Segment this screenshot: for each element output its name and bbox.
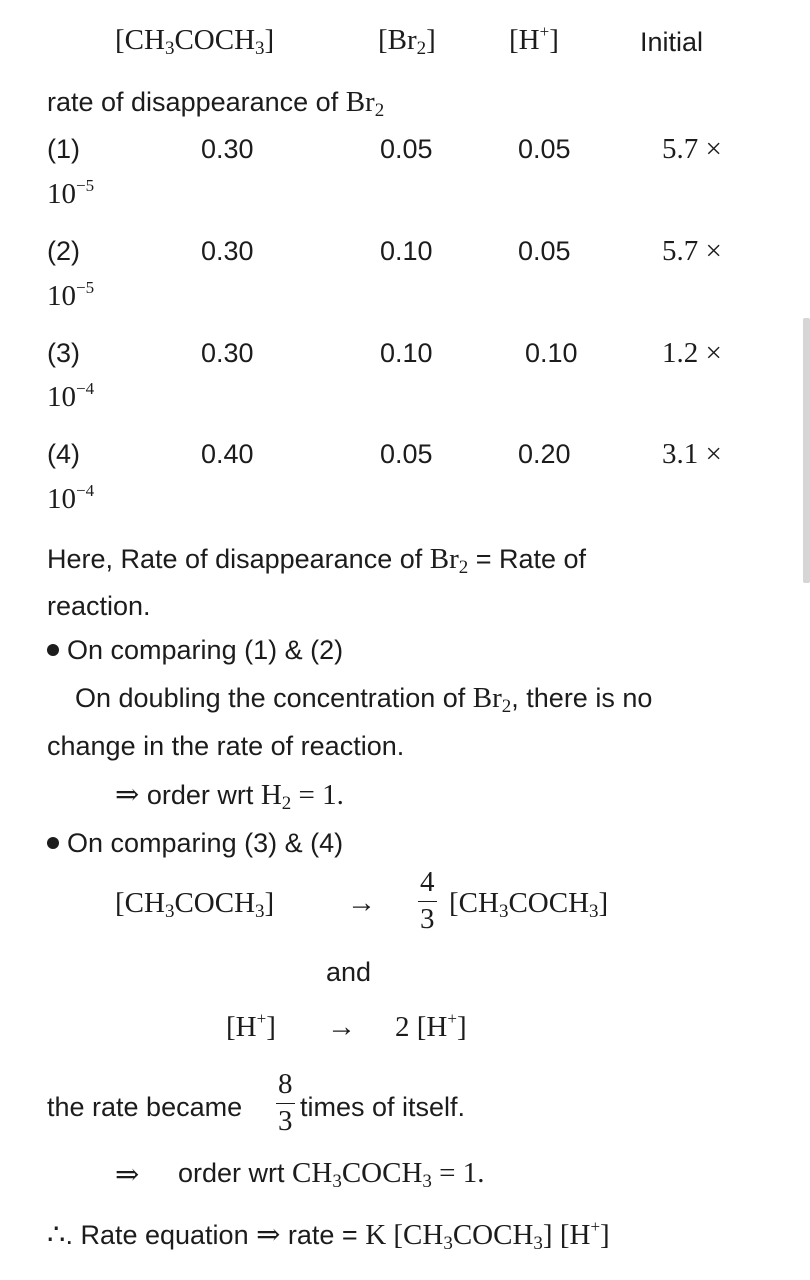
row3-label: (3): [47, 338, 80, 368]
fraction-four-thirds: $\frac{4}{3}$: [420, 866, 435, 935]
bullet-icon: [47, 837, 59, 849]
arrow-right-icon: →: [327, 1011, 356, 1043]
row3-acetone: 0.30: [201, 338, 254, 368]
row4-rate-mantissa: 3.1 ×: [662, 438, 722, 470]
comparison-2-heading: On comparing (3) & (4): [47, 828, 343, 859]
here-statement-line2: reaction.: [47, 591, 151, 621]
rate-became-text: the rate became: [47, 1092, 243, 1122]
h-right: 2 [H+]: [395, 1009, 467, 1043]
row2-acetone: 0.30: [201, 236, 254, 266]
comparison-1-order: ⇒ order wrt $H_2 = 1$.: [115, 779, 344, 814]
row2-h: 0.05: [518, 236, 571, 266]
comparison-2-acetone-right: $[CH_3COCH_3]$: [449, 887, 609, 922]
implies-icon: ⇒: [115, 1159, 140, 1191]
order-acetone: order wrt $CH_3COCH_3 = 1$.: [178, 1157, 485, 1192]
header-rate-label: rate of disappearance of $Br_2$: [47, 86, 385, 121]
header-initial: Initial: [640, 27, 704, 57]
fraction-eight-thirds: $\frac{8}{3}$: [278, 1068, 293, 1137]
bullet-icon: [47, 644, 59, 656]
row3-h: 0.10: [525, 338, 578, 368]
row2-rate-mantissa: 5.7 ×: [662, 235, 722, 267]
here-statement: Here, Rate of disappearance of $Br_2$ = Rate of: [47, 543, 587, 578]
row4-h: 0.20: [518, 439, 571, 469]
row2-br2: 0.10: [380, 236, 433, 266]
row1-acetone: 0.30: [201, 134, 254, 164]
row1-label: (1): [47, 134, 80, 164]
row3-rate-mantissa: 1.2 ×: [662, 337, 722, 369]
row4-rate-exp: $10^{-4}$: [47, 481, 95, 515]
header-h: [H+]: [509, 22, 559, 56]
row2-rate-exp: $10^{-5}$: [47, 278, 95, 312]
rate-became-suffix: times of itself.: [300, 1092, 466, 1122]
h-left: [H+]: [226, 1009, 276, 1043]
row2-label: (2): [47, 236, 80, 266]
row1-rate-exp: $10^{-5}$: [47, 176, 95, 210]
comparison-1-text-line2: change in the rate of reaction.: [47, 731, 405, 761]
comparison-1-heading: On comparing (1) & (2): [47, 635, 343, 666]
row4-br2: 0.05: [380, 439, 433, 469]
and-text: and: [326, 957, 372, 987]
comparison-2-acetone-left: $[CH_3COCH_3]$: [115, 887, 275, 922]
row4-label: (4): [47, 439, 80, 469]
row1-rate-mantissa: 5.7 ×: [662, 133, 722, 165]
row1-br2: 0.05: [380, 134, 433, 164]
row3-br2: 0.10: [380, 338, 433, 368]
header-acetone: $[CH_3COCH_3]$: [115, 24, 275, 59]
row1-h: 0.05: [518, 134, 571, 164]
vertical-scrollbar[interactable]: [803, 318, 810, 583]
row3-rate-exp: $10^{-4}$: [47, 379, 95, 413]
comparison-1-text: On doubling the concentration of $Br_2$, there is no: [75, 682, 653, 717]
header-br2: $[Br_2]$: [378, 24, 436, 59]
rate-equation: ∴. Rate equation ⇒ rate = K $[CH_3COCH_3]$ [H+]: [47, 1217, 610, 1254]
row4-acetone: 0.40: [201, 439, 254, 469]
arrow-right-icon: →: [347, 887, 376, 919]
